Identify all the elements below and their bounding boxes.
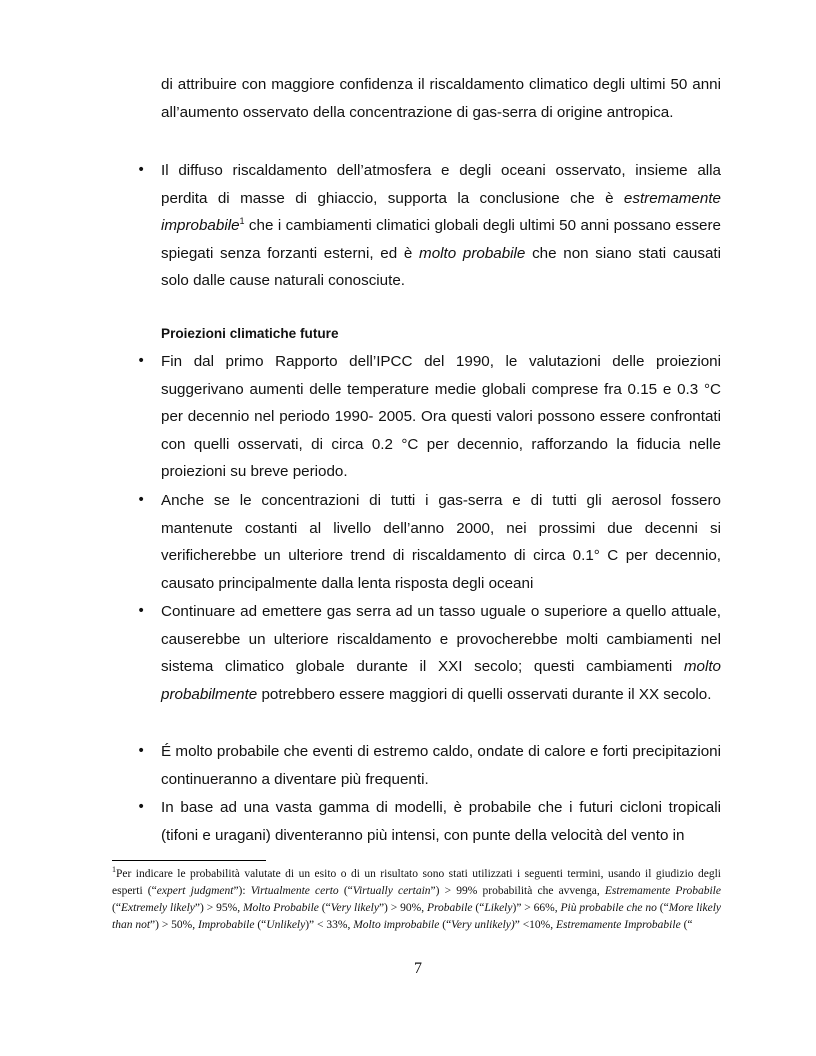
- page-number: 7: [414, 960, 422, 977]
- paragraph-continued-emissions: Continuare ad emettere gas serra ad un tasso uguale o superiore a quello attuale, causerebbe un ulteriore riscaldamento e provocherebbe molti cambiamenti nel sistema climatico globale durante il XXI secolo; questi cambiamenti molto probabilmente potrebbero essere maggiori di quelli osservati durante il XX secolo.: [161, 603, 721, 703]
- bullet-icon: •: [137, 353, 146, 369]
- footnote-divider: [112, 860, 266, 861]
- paragraph-tropical-cyclones: In base ad una vasta gamma di modelli, è probabile che i futuri cicloni tropicali (tifoni e uragani) diventeranno più intensi, con punte della velocità del vento in: [161, 799, 721, 844]
- bullet-icon: •: [137, 162, 146, 178]
- footnote: $^1$Per indicare le probabilità valutate di un esito o di un risultato sono stati utilizzati i seguenti termini, usando il giudizio degli esperti (“expert judgment”): Virtualmente certo (“Virtually certain”) > 99% probabilità che avvenga, Estremamente Probabile (“Extremely likely”) > 95%, Molto Probabile (“Very likely”) > 90%, Probabile (“Likely)” > 66%, Più probabile che no (“More likely than not”) > 50%, Improbabile (“Unlikely)” < 33%, Molto improbabile (“Very unlikely)” <10%, Estremamente Improbabile (“: [112, 865, 722, 931]
- paragraph-constant-concentrations: Anche se le concentrazioni di tutti i gas-serra e di tutti gli aerosol fossero mantenute costanti al livello dell’anno 2000, nei prossimi due decenni si verificherebbe un ulteriore trend di riscaldamento di circa 0.1° C per decennio, causato principalmente dalla lenta risposta degli oceani: [161, 492, 721, 592]
- bullet-icon: •: [137, 603, 146, 619]
- section-heading: Proiezioni climatiche future: [161, 326, 339, 341]
- paragraph-global-warming-conclusion: Il diffuso riscaldamento dell’atmosfera e degli oceani osservato, insieme alla perdita di masse di ghiaccio, supporta la conclusione che è estremamente improbabile$^1$ che i cambiamenti climatici globali degli ultimi 50 anni possano essere spiegati senza forzanti esterni, ed è molto probabile che non siano stati causati solo dalle cause naturali conosciute.: [161, 162, 721, 290]
- paragraph-ipcc-projections: Fin dal primo Rapporto dell’IPCC del 1990, le valutazioni delle proiezioni suggerivano aumenti delle temperature medie globali comprese fra 0.15 e 0.3 °C per decennio nel periodo 1990- 2005. Ora questi valori possono essere confrontati con quelli osservati, di circa 0.2 °C per decennio, rafforzando la fiducia nelle proiezioni su breve periodo.: [161, 353, 721, 481]
- paragraph-extreme-events: É molto probabile che eventi di estremo caldo, ondate di calore e forti precipitazioni continueranno a diventare più frequenti.: [161, 743, 721, 788]
- bullet-icon: •: [137, 799, 146, 815]
- bullet-icon: •: [137, 492, 146, 508]
- bullet-icon: •: [137, 743, 146, 759]
- paragraph-attribution-continued: di attribuire con maggiore confidenza il riscaldamento climatico degli ultimi 50 anni all’aumento osservato della concentrazione di gas-serra di origine antropica.: [161, 76, 721, 121]
- footnote-ref: 1: [239, 216, 245, 227]
